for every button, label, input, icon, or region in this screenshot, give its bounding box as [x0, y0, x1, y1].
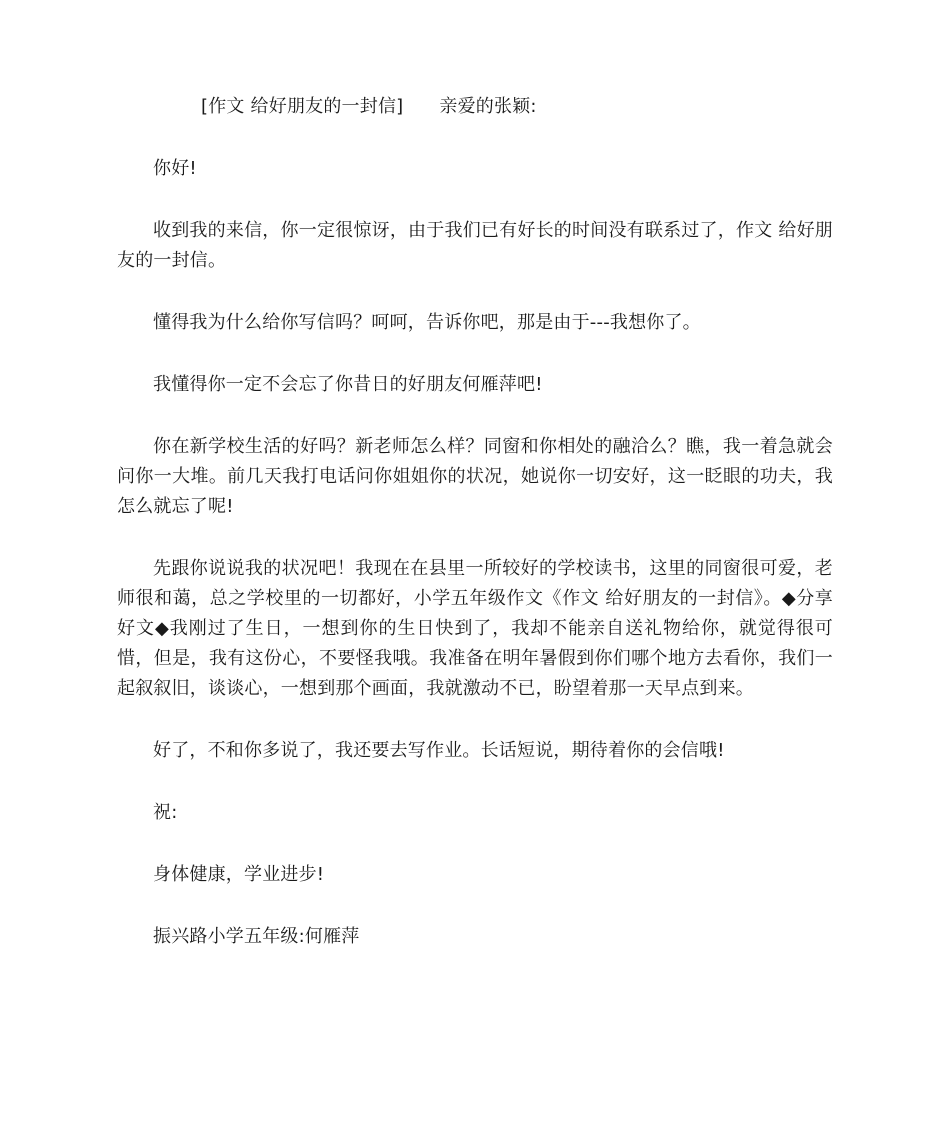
document-title: [作文 给好朋友的一封信] [201, 96, 404, 117]
paragraph-greeting: 你好! [153, 158, 197, 179]
letter-body [117, 92, 833, 984]
paragraph-questions: 你在新学校生活的好吗？新老师怎么样？同窗和你相处的融洽么？瞧，我一着急就会问你一大堆。前几天我打电话问你姐姐你的状况，她说你一切安好，这一眨眼的功夫，我怎么就忘了呢! [117, 436, 833, 517]
paragraph-opening: 收到我的来信，你一定很惊讶，由于我们已有好长的时间没有联系过了，作文 给好朋友的一封信。 [117, 220, 833, 271]
paragraph-closing: 好了，不和你多说了，我还要去写作业。长话短说，期待着你的会信哦! [153, 740, 725, 761]
signature: 振兴路小学五年级:何雁萍 [153, 926, 360, 947]
paragraph-news: 先跟你说说我的状况吧！我现在在县里一所较好的学校读书，这里的同窗很可爱，老师很和蔼，总之学校里的一切都好，小学五年级作文《作文 给好朋友的一封信》。◆分享好文◆我刚过了生日，一想到你的生日快到了，我却不能亲自送礼物给你，就觉得很可惜，但是，我有这份心，不要怪我哦。我准备在明年暑假到你们哪个地方去看你，我们一起叙叙旧，谈谈心，一想到那个画面，我就激动不已，盼望着那一天早点到来。 [117, 558, 833, 699]
salutation: 亲爱的张颖: [439, 96, 537, 117]
letter-heading [117, 92, 833, 122]
paragraph-wish-intro: 祝: [153, 802, 178, 823]
paragraph-wish: 身体健康，学业进步! [153, 864, 325, 885]
paragraph-reason: 懂得我为什么给你写信吗？呵呵，告诉你吧，那是由于---我想你了。 [153, 312, 701, 333]
paragraph-remember: 我懂得你一定不会忘了你昔日的好朋友何雁萍吧! [153, 374, 543, 395]
